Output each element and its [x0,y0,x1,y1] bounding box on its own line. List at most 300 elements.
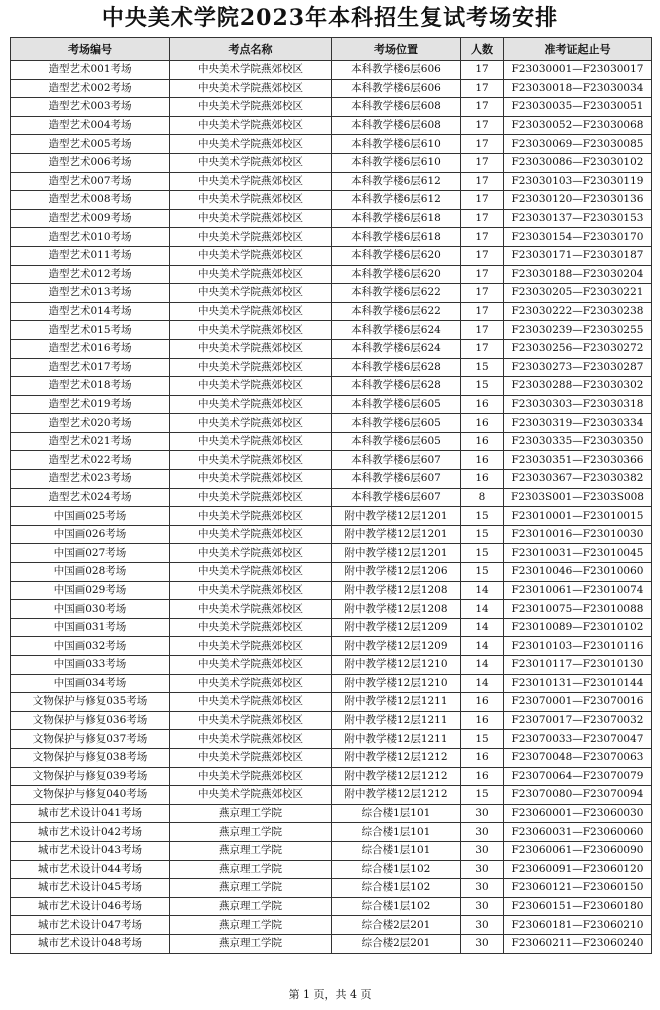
room-number-cell: 文物保护与修复036考场 [11,711,170,730]
headcount-cell: 17 [461,191,504,210]
headcount-cell: 16 [461,470,504,489]
table-row [11,841,652,860]
room-location-cell: 附中教学楼12层1206 [332,563,461,582]
headcount-cell: 15 [461,786,504,805]
site-name-cell: 中央美术学院燕郊校区 [170,711,332,730]
room-number-cell: 造型艺术013考场 [11,284,170,303]
ticket-range-cell: F23010001—F23010015 [504,507,652,526]
ticket-range-cell: F23060151—F23060180 [504,897,652,916]
room-number-cell: 造型艺术023考场 [11,470,170,489]
headcount-cell: 14 [461,656,504,675]
room-location-cell: 综合楼2层201 [332,934,461,953]
table-row [11,209,652,228]
headcount-cell: 30 [461,804,504,823]
headcount-cell: 17 [461,135,504,154]
site-name-cell: 中央美术学院燕郊校区 [170,79,332,98]
table-row [11,748,652,767]
room-location-cell: 本科教学楼6层607 [332,451,461,470]
table-row [11,934,652,953]
room-number-cell: 中国画032考场 [11,637,170,656]
site-name-cell: 中央美术学院燕郊校区 [170,544,332,563]
room-location-cell: 本科教学楼6层624 [332,321,461,340]
room-number-cell: 造型艺术010考场 [11,228,170,247]
ticket-range-cell: F23070048—F23070063 [504,748,652,767]
site-name-cell: 中央美术学院燕郊校区 [170,321,332,340]
table-row [11,637,652,656]
table-row [11,786,652,805]
room-number-cell: 造型艺术011考场 [11,246,170,265]
room-number-cell: 造型艺术009考场 [11,209,170,228]
room-location-cell: 附中教学楼12层1201 [332,525,461,544]
headcount-cell: 14 [461,618,504,637]
ticket-range-cell: F23030288—F23030302 [504,377,652,396]
table-row [11,897,652,916]
room-number-cell: 文物保护与修复038考场 [11,748,170,767]
room-number-cell: 中国画026考场 [11,525,170,544]
site-name-cell: 中央美术学院燕郊校区 [170,600,332,619]
room-location-cell: 综合楼1层102 [332,897,461,916]
ticket-range-cell: F23030273—F23030287 [504,358,652,377]
room-location-cell: 本科教学楼6层622 [332,284,461,303]
header-ticket-range: 准考证起止号 [504,38,652,61]
site-name-cell: 中央美术学院燕郊校区 [170,730,332,749]
headcount-cell: 15 [461,544,504,563]
table-row [11,488,652,507]
headcount-cell: 17 [461,265,504,284]
site-name-cell: 中央美术学院燕郊校区 [170,451,332,470]
headcount-cell: 17 [461,172,504,191]
site-name-cell: 中央美术学院燕郊校区 [170,153,332,172]
room-location-cell: 本科教学楼6层606 [332,61,461,80]
headcount-cell: 30 [461,841,504,860]
header-room-number: 考场编号 [11,38,170,61]
room-number-cell: 造型艺术002考场 [11,79,170,98]
site-name-cell: 中央美术学院燕郊校区 [170,414,332,433]
table-row [11,525,652,544]
table-row [11,581,652,600]
headcount-cell: 17 [461,98,504,117]
page-footer: 第 1 页，共 4 页 [288,988,372,1001]
room-number-cell: 造型艺术017考场 [11,358,170,377]
table-row [11,153,652,172]
room-location-cell: 附中教学楼12层1201 [332,507,461,526]
room-number-cell: 造型艺术022考场 [11,451,170,470]
room-number-cell: 造型艺术001考场 [11,61,170,80]
headcount-cell: 17 [461,116,504,135]
document-title: 中央美术学院2023年本科招生复试考场安排 [101,5,559,31]
room-number-cell: 城市艺术设计047考场 [11,916,170,935]
site-name-cell: 燕京理工学院 [170,860,332,879]
headcount-cell: 30 [461,879,504,898]
room-location-cell: 附中教学楼12层1212 [332,767,461,786]
room-number-cell: 中国画033考场 [11,656,170,675]
ticket-range-cell: F23010031—F23010045 [504,544,652,563]
room-location-cell: 本科教学楼6层618 [332,209,461,228]
site-name-cell: 中央美术学院燕郊校区 [170,191,332,210]
table-row [11,656,652,675]
ticket-range-cell: F23030256—F23030272 [504,339,652,358]
room-number-cell: 文物保护与修复040考场 [11,786,170,805]
table-row [11,730,652,749]
table-row [11,804,652,823]
site-name-cell: 中央美术学院燕郊校区 [170,246,332,265]
room-location-cell: 本科教学楼6层628 [332,377,461,396]
ticket-range-cell: F23070001—F23070016 [504,693,652,712]
room-number-cell: 造型艺术015考场 [11,321,170,340]
table-row [11,618,652,637]
room-location-cell: 本科教学楼6层605 [332,414,461,433]
room-number-cell: 造型艺术006考场 [11,153,170,172]
headcount-cell: 16 [461,451,504,470]
headcount-cell: 30 [461,860,504,879]
site-name-cell: 燕京理工学院 [170,879,332,898]
ticket-range-cell: F23060061—F23060090 [504,841,652,860]
site-name-cell: 中央美术学院燕郊校区 [170,172,332,191]
headcount-cell: 17 [461,228,504,247]
room-number-cell: 造型艺术007考场 [11,172,170,191]
room-location-cell: 本科教学楼6层606 [332,79,461,98]
table-row [11,377,652,396]
ticket-range-cell: F23030120—F23030136 [504,191,652,210]
room-number-cell: 造型艺术024考场 [11,488,170,507]
table-row [11,98,652,117]
room-location-cell: 本科教学楼6层612 [332,172,461,191]
site-name-cell: 中央美术学院燕郊校区 [170,618,332,637]
table-row [11,432,652,451]
room-location-cell: 本科教学楼6层607 [332,470,461,489]
headcount-cell: 15 [461,358,504,377]
headcount-cell: 14 [461,637,504,656]
room-location-cell: 本科教学楼6层612 [332,191,461,210]
site-name-cell: 中央美术学院燕郊校区 [170,767,332,786]
table-row [11,470,652,489]
headcount-cell: 30 [461,897,504,916]
site-name-cell: 中央美术学院燕郊校区 [170,395,332,414]
room-number-cell: 城市艺术设计046考场 [11,897,170,916]
site-name-cell: 中央美术学院燕郊校区 [170,637,332,656]
headcount-cell: 16 [461,693,504,712]
room-number-cell: 城市艺术设计048考场 [11,934,170,953]
headcount-cell: 30 [461,916,504,935]
header-headcount: 人数 [461,38,504,61]
table-row [11,395,652,414]
ticket-range-cell: F23070033—F23070047 [504,730,652,749]
table-row [11,823,652,842]
room-location-cell: 附中教学楼12层1210 [332,656,461,675]
header-room-location: 考场位置 [332,38,461,61]
room-number-cell: 造型艺术014考场 [11,302,170,321]
ticket-range-cell: F23010016—F23010030 [504,525,652,544]
headcount-cell: 15 [461,507,504,526]
ticket-range-cell: F23030103—F23030119 [504,172,652,191]
headcount-cell: 17 [461,61,504,80]
site-name-cell: 中央美术学院燕郊校区 [170,581,332,600]
table-row [11,116,652,135]
headcount-cell: 17 [461,153,504,172]
room-location-cell: 综合楼2层201 [332,916,461,935]
room-location-cell: 本科教学楼6层607 [332,488,461,507]
site-name-cell: 中央美术学院燕郊校区 [170,135,332,154]
room-location-cell: 附中教学楼12层1209 [332,618,461,637]
table-row [11,172,652,191]
site-name-cell: 中央美术学院燕郊校区 [170,302,332,321]
room-number-cell: 城市艺术设计044考场 [11,860,170,879]
room-number-cell: 中国画031考场 [11,618,170,637]
site-name-cell: 中央美术学院燕郊校区 [170,432,332,451]
site-name-cell: 中央美术学院燕郊校区 [170,525,332,544]
room-number-cell: 城市艺术设计045考场 [11,879,170,898]
table-row [11,321,652,340]
room-location-cell: 附中教学楼12层1211 [332,693,461,712]
room-number-cell: 造型艺术005考场 [11,135,170,154]
table-body [11,61,652,954]
ticket-range-cell: F23030137—F23030153 [504,209,652,228]
site-name-cell: 中央美术学院燕郊校区 [170,339,332,358]
room-location-cell: 附中教学楼12层1211 [332,730,461,749]
headcount-cell: 14 [461,674,504,693]
site-name-cell: 中央美术学院燕郊校区 [170,786,332,805]
table-row [11,228,652,247]
ticket-range-cell: F23030069—F23030085 [504,135,652,154]
site-name-cell: 中央美术学院燕郊校区 [170,284,332,303]
table-row [11,507,652,526]
headcount-cell: 15 [461,377,504,396]
room-location-cell: 附中教学楼12层1208 [332,581,461,600]
room-location-cell: 本科教学楼6层620 [332,246,461,265]
site-name-cell: 燕京理工学院 [170,897,332,916]
header-row [11,38,652,61]
room-location-cell: 本科教学楼6层608 [332,116,461,135]
headcount-cell: 8 [461,488,504,507]
headcount-cell: 17 [461,321,504,340]
room-number-cell: 文物保护与修复039考场 [11,767,170,786]
table-row [11,451,652,470]
ticket-range-cell: F23030205—F23030221 [504,284,652,303]
room-location-cell: 附中教学楼12层1209 [332,637,461,656]
room-location-cell: 附中教学楼12层1210 [332,674,461,693]
room-location-cell: 本科教学楼6层628 [332,358,461,377]
site-name-cell: 燕京理工学院 [170,934,332,953]
room-number-cell: 中国画025考场 [11,507,170,526]
room-number-cell: 造型艺术004考场 [11,116,170,135]
site-name-cell: 中央美术学院燕郊校区 [170,693,332,712]
room-number-cell: 中国画027考场 [11,544,170,563]
ticket-range-cell: F23030154—F23030170 [504,228,652,247]
room-location-cell: 本科教学楼6层605 [332,395,461,414]
room-location-cell: 附中教学楼12层1211 [332,711,461,730]
room-number-cell: 城市艺术设计042考场 [11,823,170,842]
site-name-cell: 中央美术学院燕郊校区 [170,470,332,489]
room-location-cell: 附中教学楼12层1212 [332,786,461,805]
room-number-cell: 中国画030考场 [11,600,170,619]
site-name-cell: 中央美术学院燕郊校区 [170,507,332,526]
headcount-cell: 17 [461,79,504,98]
ticket-range-cell: F23010075—F23010088 [504,600,652,619]
ticket-range-cell: F23010046—F23010060 [504,563,652,582]
site-name-cell: 中央美术学院燕郊校区 [170,209,332,228]
ticket-range-cell: F23030018—F23030034 [504,79,652,98]
room-location-cell: 附中教学楼12层1208 [332,600,461,619]
ticket-range-cell: F23010103—F23010116 [504,637,652,656]
ticket-range-cell: F23030222—F23030238 [504,302,652,321]
table-row [11,767,652,786]
room-number-cell: 造型艺术003考场 [11,98,170,117]
ticket-range-cell: F23030001—F23030017 [504,61,652,80]
site-name-cell: 中央美术学院燕郊校区 [170,265,332,284]
headcount-cell: 15 [461,525,504,544]
table-row [11,61,652,80]
header-site-name: 考点名称 [170,38,332,61]
site-name-cell: 中央美术学院燕郊校区 [170,116,332,135]
table-row [11,358,652,377]
table-row [11,339,652,358]
headcount-cell: 16 [461,711,504,730]
table-row [11,879,652,898]
site-name-cell: 中央美术学院燕郊校区 [170,61,332,80]
site-name-cell: 中央美术学院燕郊校区 [170,748,332,767]
room-number-cell: 中国画028考场 [11,563,170,582]
site-name-cell: 中央美术学院燕郊校区 [170,377,332,396]
ticket-range-cell: F23060211—F23060240 [504,934,652,953]
site-name-cell: 燕京理工学院 [170,841,332,860]
room-location-cell: 本科教学楼6层618 [332,228,461,247]
ticket-range-cell: F23030035—F23030051 [504,98,652,117]
room-location-cell: 本科教学楼6层620 [332,265,461,284]
table-row [11,79,652,98]
room-location-cell: 本科教学楼6层624 [332,339,461,358]
table-row [11,265,652,284]
exam-room-table [10,37,652,954]
room-number-cell: 文物保护与修复035考场 [11,693,170,712]
headcount-cell: 16 [461,767,504,786]
room-location-cell: 本科教学楼6层608 [332,98,461,117]
room-number-cell: 造型艺术020考场 [11,414,170,433]
ticket-range-cell: F23070017—F23070032 [504,711,652,730]
headcount-cell: 17 [461,302,504,321]
ticket-range-cell: F23030335—F23030350 [504,432,652,451]
exam-room-table-wrapper [10,37,651,954]
room-location-cell: 本科教学楼6层605 [332,432,461,451]
room-location-cell: 综合楼1层101 [332,823,461,842]
table-row [11,711,652,730]
ticket-range-cell: F23010131—F23010144 [504,674,652,693]
table-row [11,860,652,879]
headcount-cell: 14 [461,600,504,619]
table-row [11,674,652,693]
site-name-cell: 中央美术学院燕郊校区 [170,674,332,693]
table-row [11,302,652,321]
headcount-cell: 17 [461,246,504,265]
ticket-range-cell: F23030171—F23030187 [504,246,652,265]
site-name-cell: 中央美术学院燕郊校区 [170,563,332,582]
room-number-cell: 中国画029考场 [11,581,170,600]
ticket-range-cell: F2303S001—F2303S008 [504,488,652,507]
table-row [11,135,652,154]
ticket-range-cell: F23060031—F23060060 [504,823,652,842]
site-name-cell: 燕京理工学院 [170,823,332,842]
room-location-cell: 附中教学楼12层1201 [332,544,461,563]
ticket-range-cell: F23070064—F23070079 [504,767,652,786]
table-row [11,191,652,210]
ticket-range-cell: F23030052—F23030068 [504,116,652,135]
site-name-cell: 中央美术学院燕郊校区 [170,98,332,117]
headcount-cell: 16 [461,395,504,414]
site-name-cell: 中央美术学院燕郊校区 [170,228,332,247]
room-location-cell: 综合楼1层101 [332,804,461,823]
headcount-cell: 16 [461,748,504,767]
ticket-range-cell: F23010061—F23010074 [504,581,652,600]
site-name-cell: 中央美术学院燕郊校区 [170,488,332,507]
room-location-cell: 本科教学楼6层622 [332,302,461,321]
table-row [11,600,652,619]
room-number-cell: 中国画034考场 [11,674,170,693]
ticket-range-cell: F23030367—F23030382 [504,470,652,489]
headcount-cell: 16 [461,432,504,451]
headcount-cell: 30 [461,934,504,953]
ticket-range-cell: F23060091—F23060120 [504,860,652,879]
room-number-cell: 造型艺术021考场 [11,432,170,451]
ticket-range-cell: F23030319—F23030334 [504,414,652,433]
table-row [11,284,652,303]
headcount-cell: 14 [461,581,504,600]
site-name-cell: 中央美术学院燕郊校区 [170,358,332,377]
site-name-cell: 燕京理工学院 [170,916,332,935]
ticket-range-cell: F23030351—F23030366 [504,451,652,470]
ticket-range-cell: F23010117—F23010130 [504,656,652,675]
room-number-cell: 城市艺术设计041考场 [11,804,170,823]
room-location-cell: 综合楼1层101 [332,841,461,860]
ticket-range-cell: F23010089—F23010102 [504,618,652,637]
headcount-cell: 15 [461,730,504,749]
site-name-cell: 中央美术学院燕郊校区 [170,656,332,675]
room-number-cell: 城市艺术设计043考场 [11,841,170,860]
table-row [11,414,652,433]
headcount-cell: 17 [461,209,504,228]
headcount-cell: 30 [461,823,504,842]
room-number-cell: 造型艺术018考场 [11,377,170,396]
room-number-cell: 文物保护与修复037考场 [11,730,170,749]
table-header [11,38,652,61]
table-row [11,544,652,563]
room-number-cell: 造型艺术008考场 [11,191,170,210]
room-location-cell: 综合楼1层102 [332,879,461,898]
headcount-cell: 15 [461,563,504,582]
room-number-cell: 造型艺术012考场 [11,265,170,284]
ticket-range-cell: F23070080—F23070094 [504,786,652,805]
headcount-cell: 17 [461,339,504,358]
ticket-range-cell: F23030239—F23030255 [504,321,652,340]
ticket-range-cell: F23060001—F23060030 [504,804,652,823]
ticket-range-cell: F23060121—F23060150 [504,879,652,898]
room-number-cell: 造型艺术019考场 [11,395,170,414]
ticket-range-cell: F23060181—F23060210 [504,916,652,935]
room-location-cell: 本科教学楼6层610 [332,135,461,154]
table-row [11,246,652,265]
headcount-cell: 17 [461,284,504,303]
room-location-cell: 附中教学楼12层1212 [332,748,461,767]
table-row [11,693,652,712]
site-name-cell: 燕京理工学院 [170,804,332,823]
room-location-cell: 本科教学楼6层610 [332,153,461,172]
ticket-range-cell: F23030188—F23030204 [504,265,652,284]
ticket-range-cell: F23030303—F23030318 [504,395,652,414]
room-location-cell: 综合楼1层102 [332,860,461,879]
table-row [11,563,652,582]
headcount-cell: 16 [461,414,504,433]
room-number-cell: 造型艺术016考场 [11,339,170,358]
table-row [11,916,652,935]
ticket-range-cell: F23030086—F23030102 [504,153,652,172]
